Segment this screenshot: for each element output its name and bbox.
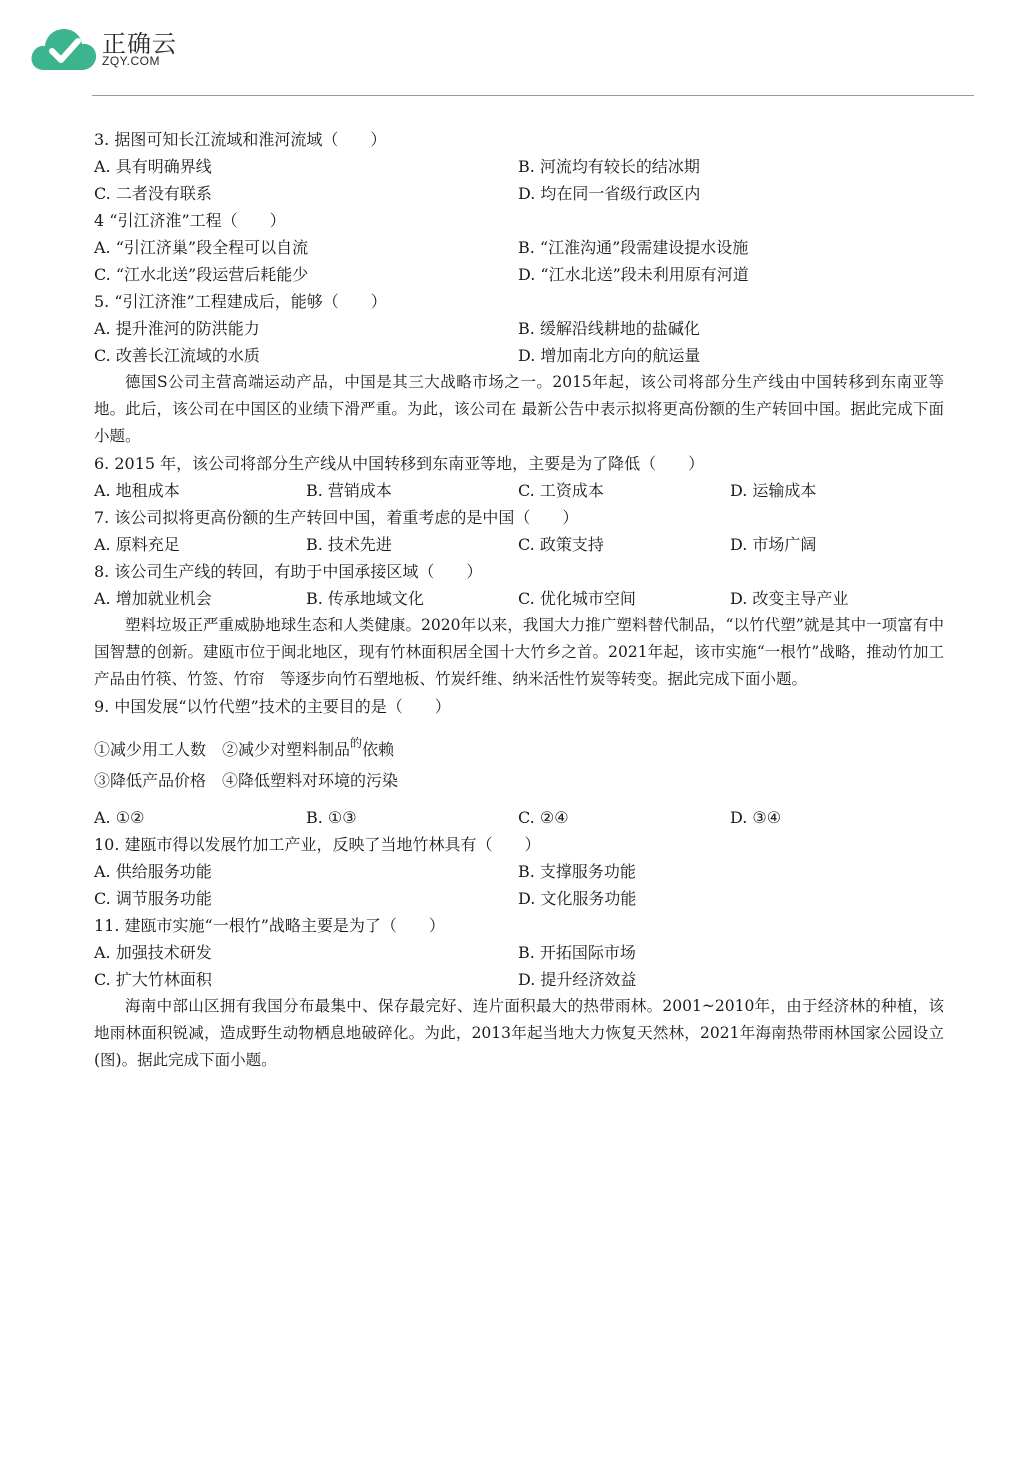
header-divider bbox=[92, 95, 974, 96]
question-3-options-row2 bbox=[94, 180, 944, 207]
option-c: C. 调节服务功能 bbox=[94, 889, 212, 908]
question-9-statements-2: ③降低产品价格 ④降低塑料对环境的污染 bbox=[94, 771, 399, 790]
reading-passage-1: 德国S公司主营高端运动产品，中国是其三大战略市场之一。2015年起，该公司将部分生产线由中国转移到东南亚等地。此后，该公司在中国区的业绩下滑严重。为此，该公司在 最新公告中表示拟将更高份额的生产转回中国。据此完成下面小题。 bbox=[94, 373, 944, 445]
question-10-stem: 10. 建瓯市得以发展竹加工产业，反映了当地竹林具有（ ） bbox=[94, 835, 541, 854]
question-11-options-row2 bbox=[94, 966, 944, 993]
option-d: D. 运输成本 bbox=[730, 481, 817, 500]
question-7-stem: 7. 该公司拟将更高份额的生产转回中国，着重考虑的是中国（ ） bbox=[94, 508, 579, 527]
question-5-options-row2 bbox=[94, 342, 944, 369]
option-d: D. 文化服务功能 bbox=[518, 889, 637, 908]
question-8-options bbox=[94, 585, 944, 612]
option-c: C. 扩大竹林面积 bbox=[94, 970, 212, 989]
option-c: C. 政策支持 bbox=[518, 535, 604, 554]
option-c: C. 工资成本 bbox=[518, 481, 604, 500]
reading-passage-3: 海南中部山区拥有我国分布最集中、保存最完好、连片面积最大的热带雨林。2001~2010年，由于经济林的种植，该地雨林面积锐减，造成野生动物栖息地破碎化。为此，2013年起当地大力恢复天然林，2021年海南热带雨林国家公园设立(图)。据此完成下面小题。 bbox=[94, 997, 944, 1069]
question-7-options bbox=[94, 531, 944, 558]
option-b: B. 开拓国际市场 bbox=[518, 943, 636, 962]
question-4-options-row1 bbox=[94, 234, 944, 261]
option-b: B. 支撑服务功能 bbox=[518, 862, 636, 881]
option-c: C. ②④ bbox=[518, 808, 569, 827]
option-a: A. 具有明确界线 bbox=[94, 157, 212, 176]
option-a: A. 增加就业机会 bbox=[94, 589, 212, 608]
option-d: D. ③④ bbox=[730, 808, 782, 827]
option-b: B. ①③ bbox=[306, 808, 357, 827]
question-9-stem: 9. 中国发展“以竹代塑”技术的主要目的是（ ） bbox=[94, 697, 451, 716]
option-a: A. 加强技术研发 bbox=[94, 943, 212, 962]
question-11-stem: 11. 建瓯市实施“一根竹”战略主要是为了（ ） bbox=[94, 916, 445, 935]
option-c: C. 二者没有联系 bbox=[94, 184, 212, 203]
exam-content bbox=[94, 126, 944, 1074]
page-header bbox=[30, 20, 944, 96]
option-a: A. 提升淮河的防洪能力 bbox=[94, 319, 260, 338]
question-5-options-row1 bbox=[94, 315, 944, 342]
statement-text: ①减少用工人数 ②减少对塑料制品 bbox=[94, 740, 351, 759]
option-b: B. 缓解沿线耕地的盐碱化 bbox=[518, 319, 700, 338]
option-d: D. 提升经济效益 bbox=[518, 970, 637, 989]
reading-passage-2: 塑料垃圾正严重威胁地球生态和人类健康。2020年以来，我国大力推广塑料替代制品，“以竹代塑”就是其中一项富有中国智慧的创新。建瓯市位于闽北地区，现有竹林面积居全国十大竹乡之首。2021年起，该市实施“一根竹”战略，推动竹加工产品由竹筷、竹签、竹帘 等逐步向竹石塑地板、竹炭纤维、纳米活性竹炭等转变。据此完成下面小题。 bbox=[94, 616, 944, 688]
question-3-stem: 3. 据图可知长江流域和淮河流域（ ） bbox=[94, 130, 387, 149]
statement-superscript: 的 bbox=[350, 736, 363, 750]
question-8-stem: 8. 该公司生产线的转回，有助于中国承接区域（ ） bbox=[94, 562, 483, 581]
question-6-options bbox=[94, 477, 944, 504]
option-b: B. 营销成本 bbox=[306, 481, 392, 500]
question-9-statements-1 bbox=[94, 720, 944, 766]
option-a: A. “引江济巢”段全程可以自流 bbox=[94, 238, 309, 257]
brand-name-cn: 正确云 bbox=[102, 30, 177, 58]
option-a: A. 地租成本 bbox=[94, 481, 180, 500]
cloud-check-logo-icon bbox=[30, 24, 98, 74]
question-3-options-row1 bbox=[94, 153, 944, 180]
option-a: A. ①② bbox=[94, 808, 145, 827]
option-d: D. 增加南北方向的航运量 bbox=[518, 346, 701, 365]
question-4-stem: 4 “引江济淮”工程（ ） bbox=[94, 211, 286, 230]
question-5-stem: 5. “引江济淮”工程建成后，能够（ ） bbox=[94, 292, 387, 311]
option-d: D. “江水北送”段未利用原有河道 bbox=[518, 265, 749, 284]
statement-text-end: 依赖 bbox=[362, 740, 395, 759]
question-10-options-row2 bbox=[94, 885, 944, 912]
brand-name-en: ZQY.COM bbox=[102, 54, 160, 68]
option-b: B. 传承地域文化 bbox=[306, 589, 424, 608]
option-c: C. 改善长江流域的水质 bbox=[94, 346, 260, 365]
option-b: B. 技术先进 bbox=[306, 535, 392, 554]
question-9-options bbox=[94, 804, 944, 831]
option-d: D. 改变主导产业 bbox=[730, 589, 849, 608]
option-b: B. “江淮沟通”段需建设提水设施 bbox=[518, 238, 749, 257]
question-10-options-row1 bbox=[94, 858, 944, 885]
question-11-options-row1 bbox=[94, 939, 944, 966]
option-b: B. 河流均有较长的结冰期 bbox=[518, 157, 700, 176]
option-c: C. 优化城市空间 bbox=[518, 589, 636, 608]
option-d: D. 均在同一省级行政区内 bbox=[518, 184, 701, 203]
option-c: C. “江水北送”段运营后耗能少 bbox=[94, 265, 309, 284]
option-a: A. 供给服务功能 bbox=[94, 862, 212, 881]
option-d: D. 市场广阔 bbox=[730, 535, 817, 554]
question-4-options-row2 bbox=[94, 261, 944, 288]
option-a: A. 原料充足 bbox=[94, 535, 180, 554]
question-6-stem: 6. 2015 年，该公司将部分生产线从中国转移到东南亚等地，主要是为了降低（ ） bbox=[94, 454, 705, 473]
